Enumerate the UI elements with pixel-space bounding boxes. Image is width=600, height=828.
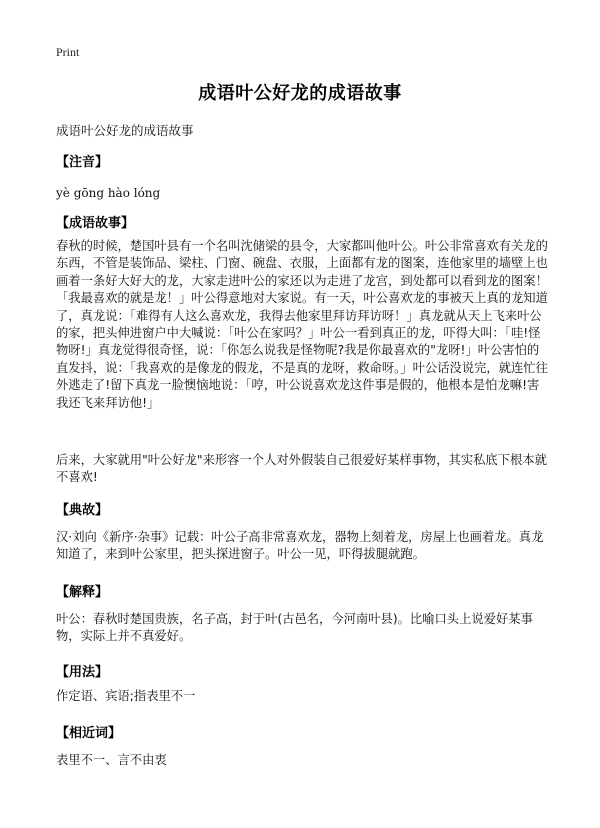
section-heading-story: 【成语故事】 (56, 216, 135, 231)
section-heading-diangu: 【典故】 (56, 503, 109, 518)
story-paragraph-1: 春秋的时候，楚国叶县有一个名叫沈储梁的县令，大家都叫他叶公。叶公非常喜欢有关龙的东西，不管是装饰品、梁柱、门窗、碗盘、衣服，上面都有龙的图案，连他家里的墙壁上也画着一条好大好大的龙，大家走进叶公的家还以为走进了龙宫，到处都可以看到龙的图案！「我最喜欢的就是龙！」叶公得意地对大家说。有一天，叶公喜欢龙的事被天上真的龙知道了，真龙说：「难得有人这么喜欢龙，我得去他家里拜访拜访呀！」真龙就从天上飞来叶公的家，把头伸进窗户中大喊说：「叶公在家吗？」叶公一看到真正的龙，吓得大叫：「哇!怪物呀!」真龙觉得很奇怪，说：「你怎么说我是怪物呢?我是你最喜欢的"龙呀!」叶公害怕的直发抖，说：「我喜欢的是像龙的假龙，不是真的龙呀，救命呀。」叶公话没说完，就连忙往外逃走了!留下真龙一脸懊恼地说：「哼，叶公说喜欢龙这件事是假的，他根本是怕龙嘛!害我还飞来拜访他!」 (56, 239, 548, 410)
print-link[interactable]: Print (56, 45, 80, 59)
diangu-text: 汉·刘向《新序·杂事》记载：叶公子高非常喜欢龙，器物上刻着龙，房屋上也画着龙。真龙知道了，来到叶公家里，把头探进窗子。叶公一见，吓得拔腿就跑。 (56, 530, 544, 562)
jieshi-text: 叶公：春秋时楚国贵族，名子高，封于叶(古邑名，今河南叶县)。比喻口头上说爱好某事物，实际上并不真爱好。 (56, 612, 533, 644)
pinyin-text: yè gōng hào lóng (56, 186, 161, 200)
section-heading-yongfa: 【用法】 (56, 665, 109, 680)
yongfa-text: 作定语、宾语;指表里不一 (56, 689, 196, 703)
section-heading-jieshi: 【解释】 (56, 585, 109, 600)
section-heading-xiangjinci: 【相近词】 (56, 726, 122, 741)
section-heading-zhuyin: 【注音】 (56, 155, 109, 170)
page-title: 成语叶公好龙的成语故事 (198, 83, 402, 104)
xiangjinci-text: 表里不一、言不由衷 (56, 753, 167, 767)
story-paragraph-2: 后来，大家就用"叶公好龙"来形容一个人对外假装自己很爱好某样事物，其实私底下根本就不喜欢! (56, 453, 547, 485)
article-subtitle: 成语叶公好龙的成语故事 (56, 123, 194, 138)
